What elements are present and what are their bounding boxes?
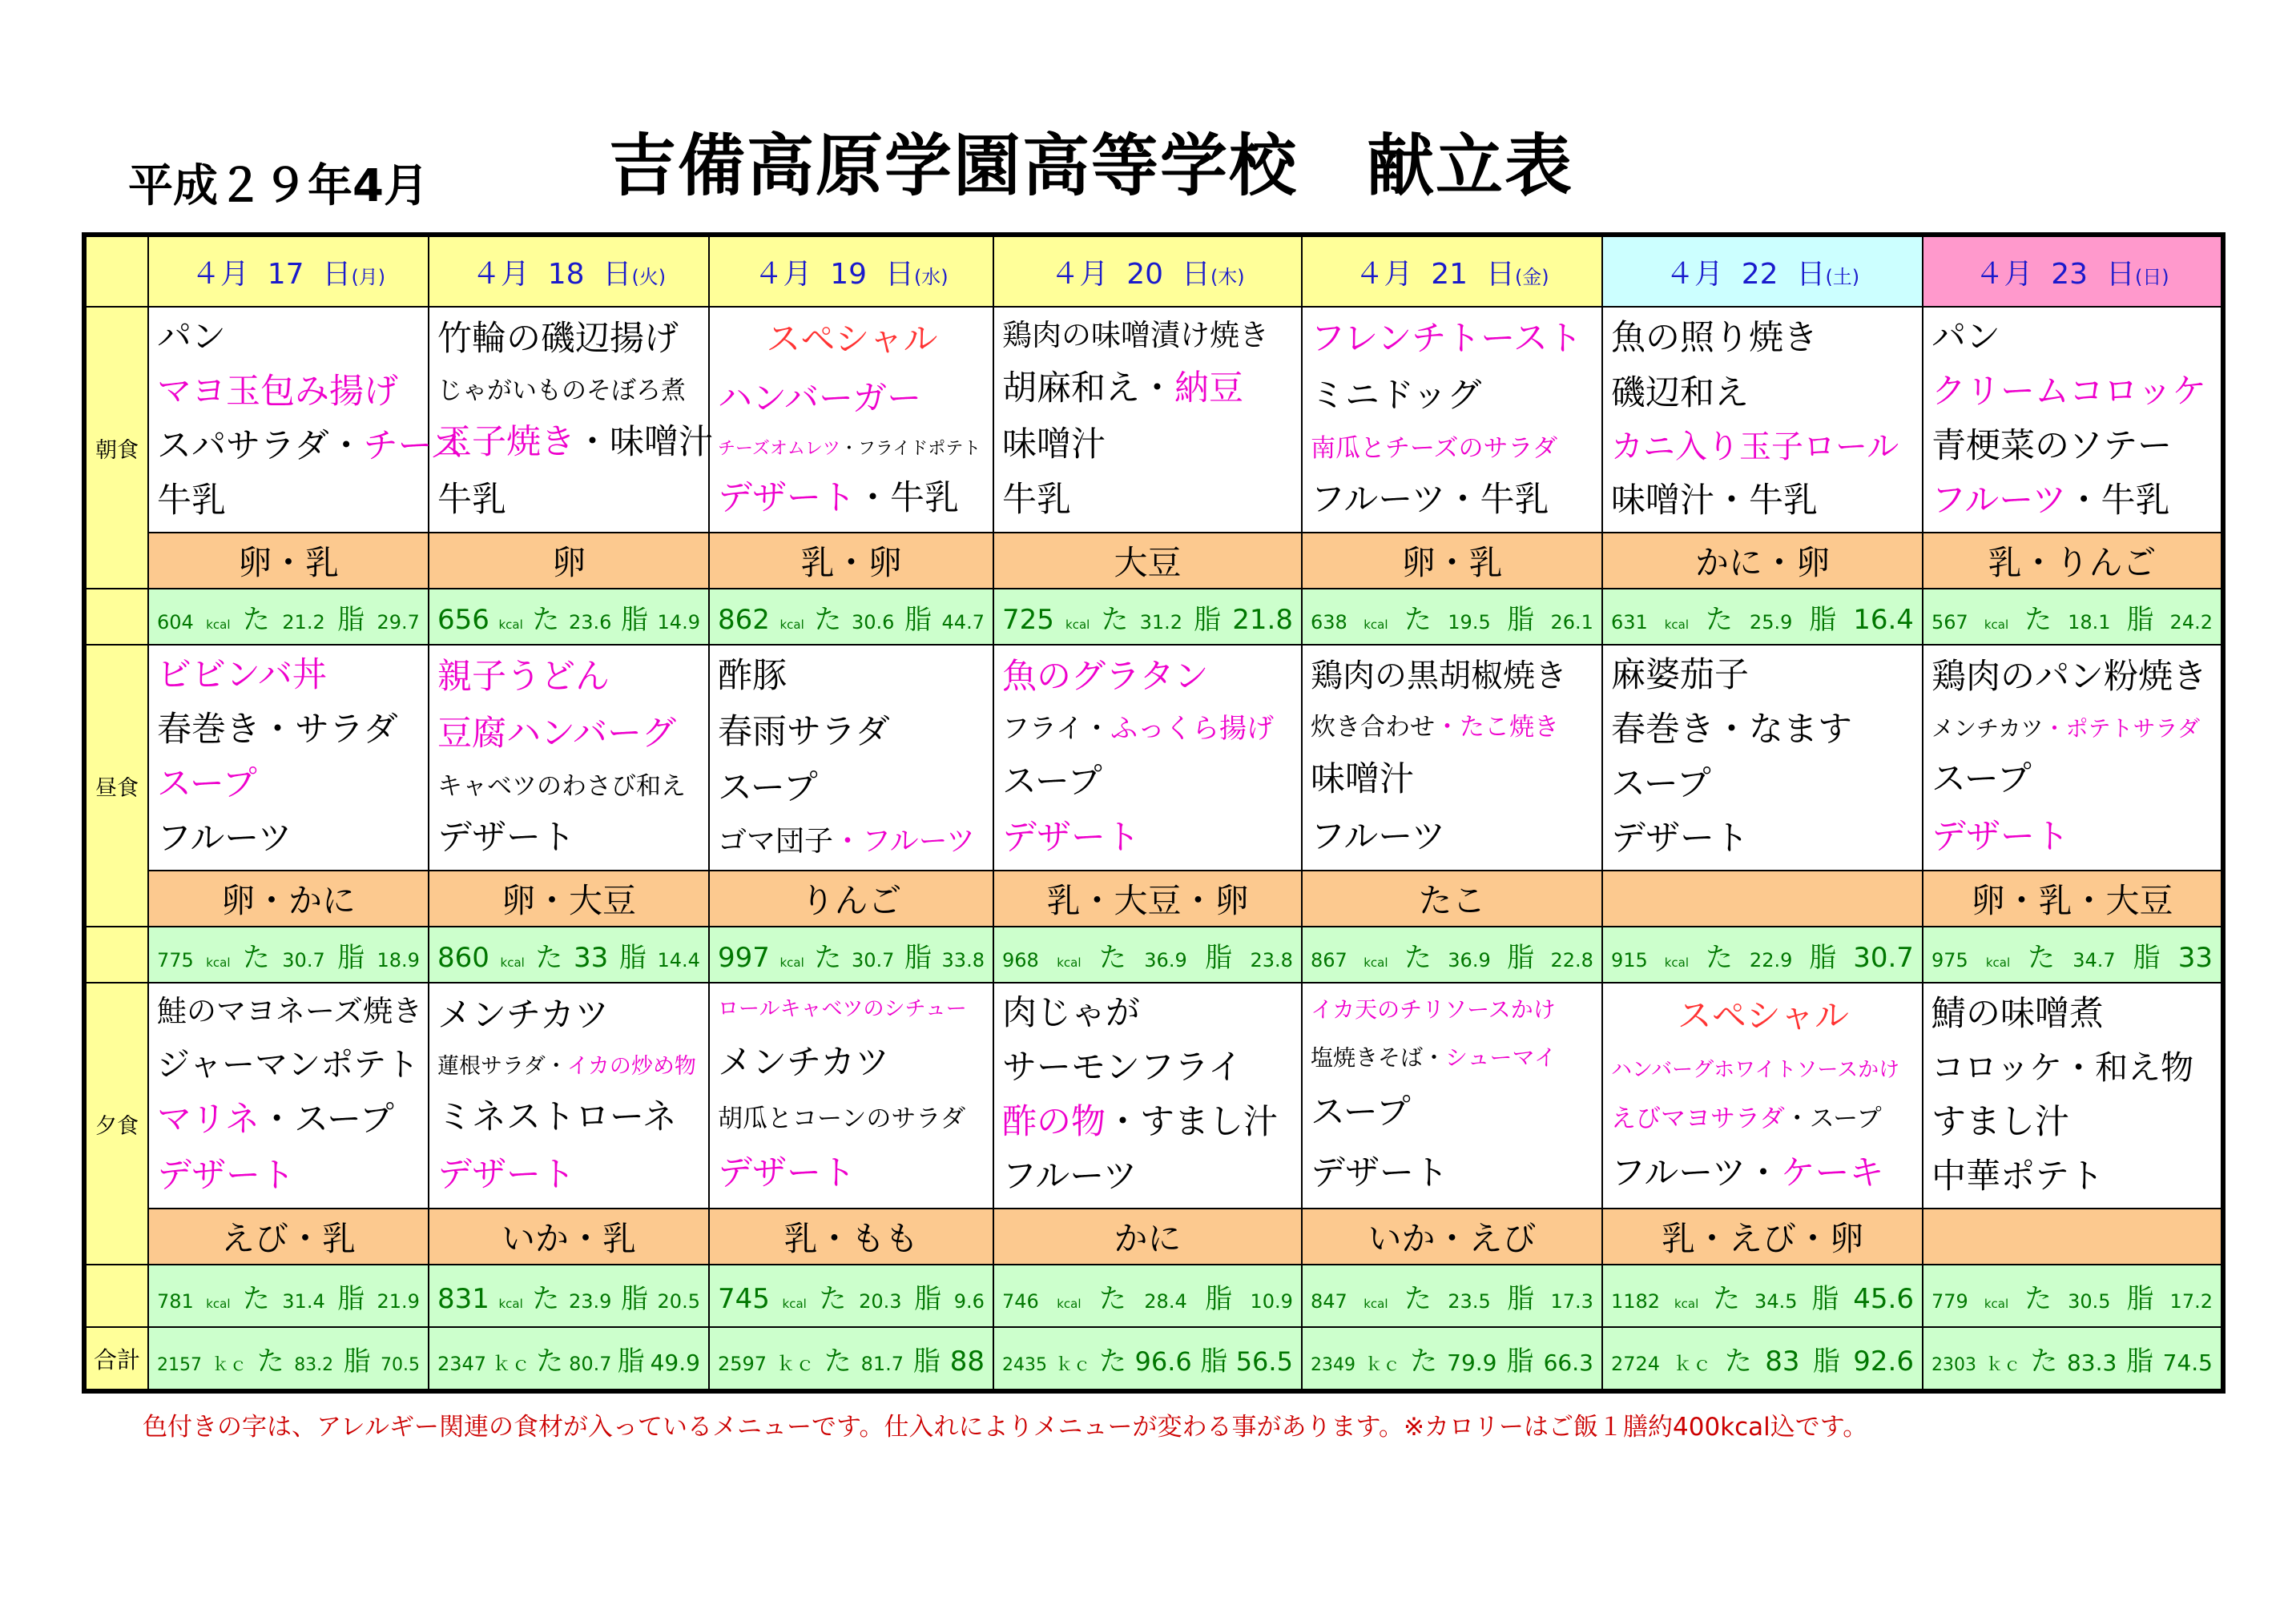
menu-line: 胡瓜とコーンのサラダ <box>718 1104 966 1133</box>
menu-line: 炊き合わせ・たこ焼き <box>1311 713 1559 742</box>
menu-line: 味噌汁 <box>1311 759 1414 800</box>
menu-line: 鯖の味噌煮 <box>1931 993 2104 1034</box>
nutrition-cell: 1182 kcal た 34.5 脂 45.6 <box>1602 1265 1923 1327</box>
menu-line: 酢の物・すまし汁 <box>1002 1102 1278 1143</box>
menu-line: フルーツ <box>157 819 292 859</box>
menu-cell <box>1302 645 1602 871</box>
menu-line: ミニドッグ <box>1311 376 1482 416</box>
menu-line: 麻婆茄子 <box>1611 655 1749 696</box>
nutrition-cell: 968 kcal た 36.9 脂 23.8 <box>993 927 1302 983</box>
nutrition-cell: 779 kcal た 30.5 脂 17.2 <box>1923 1265 2223 1327</box>
menu-line: 鶏肉の黒胡椒焼き <box>1311 658 1567 695</box>
nutrition-cell: 915 kcal た 22.9 脂 30.7 <box>1602 927 1923 983</box>
menu-line: スープ <box>1931 759 2032 800</box>
menu-line: 味噌汁・牛乳 <box>1611 480 1818 521</box>
allergen-cell: 乳・もも <box>709 1209 993 1265</box>
nutrition-cell: 725 kcal た 31.2 脂 21.8 <box>993 589 1302 645</box>
menu-line: 肉じゃが <box>1002 993 1140 1034</box>
breakfast-allergen-row <box>84 533 2223 589</box>
meal-label-lunch: 昼食 <box>84 645 148 927</box>
menu-cell <box>709 983 993 1209</box>
menu-line: 磯辺和え <box>1611 372 1749 413</box>
menu-line: マリネ・スープ <box>157 1100 394 1140</box>
total-row <box>84 1327 2223 1391</box>
menu-line: 胡麻和え・納豆 <box>1002 368 1243 409</box>
nutrition-cell: 975 kcal た 34.7 脂 33 <box>1923 927 2223 983</box>
allergen-cell: いか・乳 <box>429 1209 709 1265</box>
day-header-sunday: ４月 23 日(日) <box>1923 235 2223 307</box>
nutrition-cell: 567 kcal た 18.1 脂 24.2 <box>1923 589 2223 645</box>
menu-cell <box>1602 645 1923 871</box>
menu-cell <box>1602 983 1923 1209</box>
menu-line: すまし汁 <box>1931 1101 2069 1142</box>
lunch-nutrition-row <box>84 927 2223 983</box>
nutrition-cell: 860 kcal た 33 脂 14.4 <box>429 927 709 983</box>
menu-line: メンチカツ <box>718 1042 890 1083</box>
allergen-cell: かに・卵 <box>1602 533 1923 589</box>
menu-cell <box>1302 983 1602 1209</box>
menu-line: 鮭のマヨネーズ焼き <box>157 994 423 1029</box>
menu-line: スパサラダ・チーズ <box>157 426 465 467</box>
day-header: ４月 21 日(金) <box>1302 235 1602 307</box>
menu-cell <box>709 307 993 533</box>
day-header-saturday: ４月 22 日(土) <box>1602 235 1923 307</box>
allergen-cell: いか・えび <box>1302 1209 1602 1265</box>
nutrition-cell: 862 kcal た 30.6 脂 44.7 <box>709 589 993 645</box>
menu-line: 竹輪の磯辺揚げ <box>437 319 679 359</box>
menu-line: デザート・牛乳 <box>718 478 959 519</box>
allergen-cell: 卵・乳 <box>148 533 429 589</box>
menu-line: デザート <box>1931 817 2069 858</box>
menu-line: えびマヨサラダ・スープ <box>1611 1104 1882 1133</box>
blank-label-cell <box>84 927 148 983</box>
menu-table <box>82 232 2226 1394</box>
corner-cell <box>84 235 148 307</box>
menu-line: イカ天のチリソースかけ <box>1311 996 1556 1024</box>
menu-line: ゴマ団子・フルーツ <box>718 825 976 859</box>
menu-line: 南瓜とチーズのサラダ <box>1311 433 1558 463</box>
nutrition-cell: 745 kcal た 20.3 脂 9.6 <box>709 1265 993 1327</box>
menu-line: 玉子焼き・味噌汁 <box>437 422 713 463</box>
allergen-cell: 卵 <box>429 533 709 589</box>
allergen-footnote: 色付きの字は、アレルギー関連の食材が入っているメニューです。仕入れによりメニューが変わる事があります。※カロリーはご飯１膳約400kcal込です。 <box>143 1413 1868 1442</box>
menu-line: デザート <box>718 1153 856 1194</box>
menu-line: スープ <box>1002 761 1102 802</box>
menu-line: 牛乳 <box>1002 480 1071 521</box>
allergen-cell: えび・乳 <box>148 1209 429 1265</box>
menu-line: フルーツ・牛乳 <box>1311 479 1549 520</box>
allergen-cell: 大豆 <box>993 533 1302 589</box>
day-header: ４月 18 日(火) <box>429 235 709 307</box>
menu-line: 青梗菜のソテー <box>1931 426 2173 467</box>
menu-line: 鶏肉の味噌漬け焼き <box>1002 318 1269 353</box>
menu-line: フルーツ <box>1311 817 1446 858</box>
nutrition-cell: 997 kcal た 30.7 脂 33.8 <box>709 927 993 983</box>
menu-line: スープ <box>1611 764 1711 805</box>
meal-label-dinner: 夕食 <box>84 983 148 1265</box>
menu-line: メンチカツ・ポテトサラダ <box>1931 714 2201 742</box>
menu-line: キャベツのわさび和え <box>437 771 686 801</box>
menu-cell <box>1923 983 2223 1209</box>
nutrition-cell: 867 kcal た 36.9 脂 22.8 <box>1302 927 1602 983</box>
menu-line: デザート <box>1002 818 1140 859</box>
allergen-cell: 乳・卵 <box>709 533 993 589</box>
allergen-cell <box>1602 871 1923 927</box>
menu-line: クリームコロッケ <box>1931 372 2207 412</box>
menu-line: マヨ玉包み揚げ <box>157 372 398 412</box>
menu-cell <box>148 307 465 533</box>
menu-line: メンチカツ <box>437 995 610 1036</box>
allergen-cell: 乳・大豆・卵 <box>993 871 1302 927</box>
menu-cell <box>148 645 429 871</box>
menu-line: カニ入り玉子ロール <box>1611 428 1899 466</box>
menu-cell <box>993 307 1302 533</box>
menu-line: 魚の照り焼き <box>1611 317 1818 358</box>
menu-line: スープ <box>157 764 257 805</box>
menu-line: デザート <box>437 817 575 858</box>
allergen-cell: 卵・大豆 <box>429 871 709 927</box>
menu-line: 鶏肉のパン粉焼き <box>1931 657 2207 698</box>
menu-cell <box>993 983 1302 1209</box>
nutrition-cell: 847 kcal た 23.5 脂 17.3 <box>1302 1265 1602 1327</box>
menu-line: 春巻き・サラダ <box>157 710 398 750</box>
menu-line: ジャーマンポテト <box>157 1045 420 1084</box>
menu-line: フルーツ・ケーキ <box>1611 1153 1884 1194</box>
menu-cell <box>1923 645 2223 871</box>
menu-line: デザート <box>1311 1153 1448 1194</box>
meal-label-total: 合計 <box>84 1327 148 1391</box>
allergen-cell: 卵・かに <box>148 871 429 927</box>
menu-line: ロールキャベツのシチュー <box>718 997 967 1022</box>
menu-cell <box>993 645 1302 871</box>
meal-label-breakfast: 朝食 <box>84 307 148 589</box>
menu-line: デザート <box>437 1155 575 1196</box>
menu-cell <box>429 307 713 533</box>
nutrition-cell: 656 kcal た 23.6 脂 14.9 <box>429 589 709 645</box>
nutrition-cell: 781 kcal た 31.4 脂 21.9 <box>148 1265 429 1327</box>
menu-line: 酢豚 <box>718 656 787 697</box>
menu-cell <box>429 983 709 1209</box>
menu-line: チーズオムレツ・フライドポテト <box>718 438 981 459</box>
breakfast-nutrition-row <box>84 589 2223 645</box>
nutrition-cell: 775 kcal た 30.7 脂 18.9 <box>148 927 429 983</box>
menu-line: 豆腐ハンバーグ <box>437 714 676 754</box>
menu-line: ハンバーグホワイトソースかけ <box>1611 1058 1900 1083</box>
page-title: 吉備高原学園高等学校 献立表 <box>609 127 1574 205</box>
blank-label-cell <box>84 1265 148 1327</box>
menu-line: サーモンフライ <box>1002 1048 1243 1088</box>
menu-cell <box>429 645 709 871</box>
menu-line: ミネストローネ <box>437 1096 677 1137</box>
dinner-nutrition-row <box>84 1265 2223 1327</box>
day-header: ４月 19 日(水) <box>709 235 993 307</box>
menu-line: 蓮根サラダ・イカの炒め物 <box>437 1053 696 1079</box>
day-header: ４月 20 日(木) <box>993 235 1302 307</box>
menu-line: 春雨サラダ <box>718 712 890 753</box>
menu-cell <box>1923 307 2223 533</box>
menu-line: スペシャル <box>1677 996 1850 1037</box>
menu-line: コロッケ・和え物 <box>1931 1048 2194 1088</box>
total-cell: 2435 ｋｃ た 96.6 脂 56.5 <box>993 1327 1302 1391</box>
nutrition-cell: 638 kcal た 19.5 脂 26.1 <box>1302 589 1602 645</box>
menu-line: 塩焼きそば・シューマイ <box>1311 1044 1557 1072</box>
menu-line: ハンバーガー <box>718 379 922 419</box>
nutrition-cell: 831 kcal た 23.9 脂 20.5 <box>429 1265 709 1327</box>
total-cell: 2347 ｋｃ た 80.7 脂 49.9 <box>429 1327 709 1391</box>
menu-line: フレンチトースト <box>1311 319 1583 359</box>
total-cell: 2303 ｋｃ た 83.3 脂 74.5 <box>1923 1327 2223 1391</box>
menu-cell <box>1302 307 1602 533</box>
allergen-cell: たこ <box>1302 871 1602 927</box>
allergen-cell: かに <box>993 1209 1302 1265</box>
total-cell: 2157 ｋｃ た 83.2 脂 70.5 <box>148 1327 429 1391</box>
blank-label-cell <box>84 589 148 645</box>
lunch-menu-row <box>84 645 2223 871</box>
menu-cell <box>1602 307 1923 533</box>
menu-line: 魚のグラタン <box>1002 656 1209 697</box>
total-cell: 2597 ｋｃ た 81.7 脂 88 <box>709 1327 993 1391</box>
allergen-cell: 乳・えび・卵 <box>1602 1209 1923 1265</box>
menu-line: 中華ポテト <box>1931 1156 2104 1197</box>
menu-line: 味噌汁 <box>1002 424 1106 465</box>
breakfast-menu-row <box>84 307 2223 533</box>
menu-line: ビビンバ丼 <box>157 655 327 696</box>
menu-line: フライ・ふっくら揚げ <box>1002 713 1274 746</box>
menu-line: フルーツ <box>1002 1156 1138 1197</box>
allergen-cell: 乳・りんご <box>1923 533 2223 589</box>
menu-cell <box>148 983 429 1209</box>
month-label: 平成２９年4月 <box>128 160 429 212</box>
menu-line: 牛乳 <box>157 481 226 521</box>
menu-line: 牛乳 <box>437 479 506 520</box>
menu-line: デザート <box>157 1156 295 1197</box>
menu-line: じゃがいものそぼろ煮 <box>437 376 686 406</box>
nutrition-cell: 631 kcal た 25.9 脂 16.4 <box>1602 589 1923 645</box>
day-header-row <box>84 235 2223 307</box>
allergen-cell: 卵・乳 <box>1302 533 1602 589</box>
dinner-allergen-row <box>84 1209 2223 1265</box>
day-header: ４月 17 日(月) <box>148 235 429 307</box>
allergen-cell: 卵・乳・大豆 <box>1923 871 2223 927</box>
menu-line: デザート <box>1611 819 1749 859</box>
menu-line: スープ <box>718 768 818 809</box>
menu-line: スープ <box>1311 1092 1411 1132</box>
menu-line: フルーツ・牛乳 <box>1931 481 2170 521</box>
total-cell: 2724 ｋｃ た 83 脂 92.6 <box>1602 1327 1923 1391</box>
dinner-menu-row <box>84 983 2223 1209</box>
nutrition-cell: 746 kcal た 28.4 脂 10.9 <box>993 1265 1302 1327</box>
allergen-cell <box>1923 1209 2223 1265</box>
allergen-cell: りんご <box>709 871 993 927</box>
menu-line: 親子うどん <box>437 657 610 697</box>
menu-line: パン <box>1931 317 2000 358</box>
nutrition-cell: 604 kcal た 21.2 脂 29.7 <box>148 589 429 645</box>
lunch-allergen-row <box>84 871 2223 927</box>
menu-line: 春巻き・なます <box>1611 710 1852 750</box>
menu-line: パン <box>157 317 226 358</box>
menu-cell <box>709 645 993 871</box>
total-cell: 2349 ｋｃ た 79.9 脂 66.3 <box>1302 1327 1602 1391</box>
menu-line: スペシャル <box>766 320 938 360</box>
